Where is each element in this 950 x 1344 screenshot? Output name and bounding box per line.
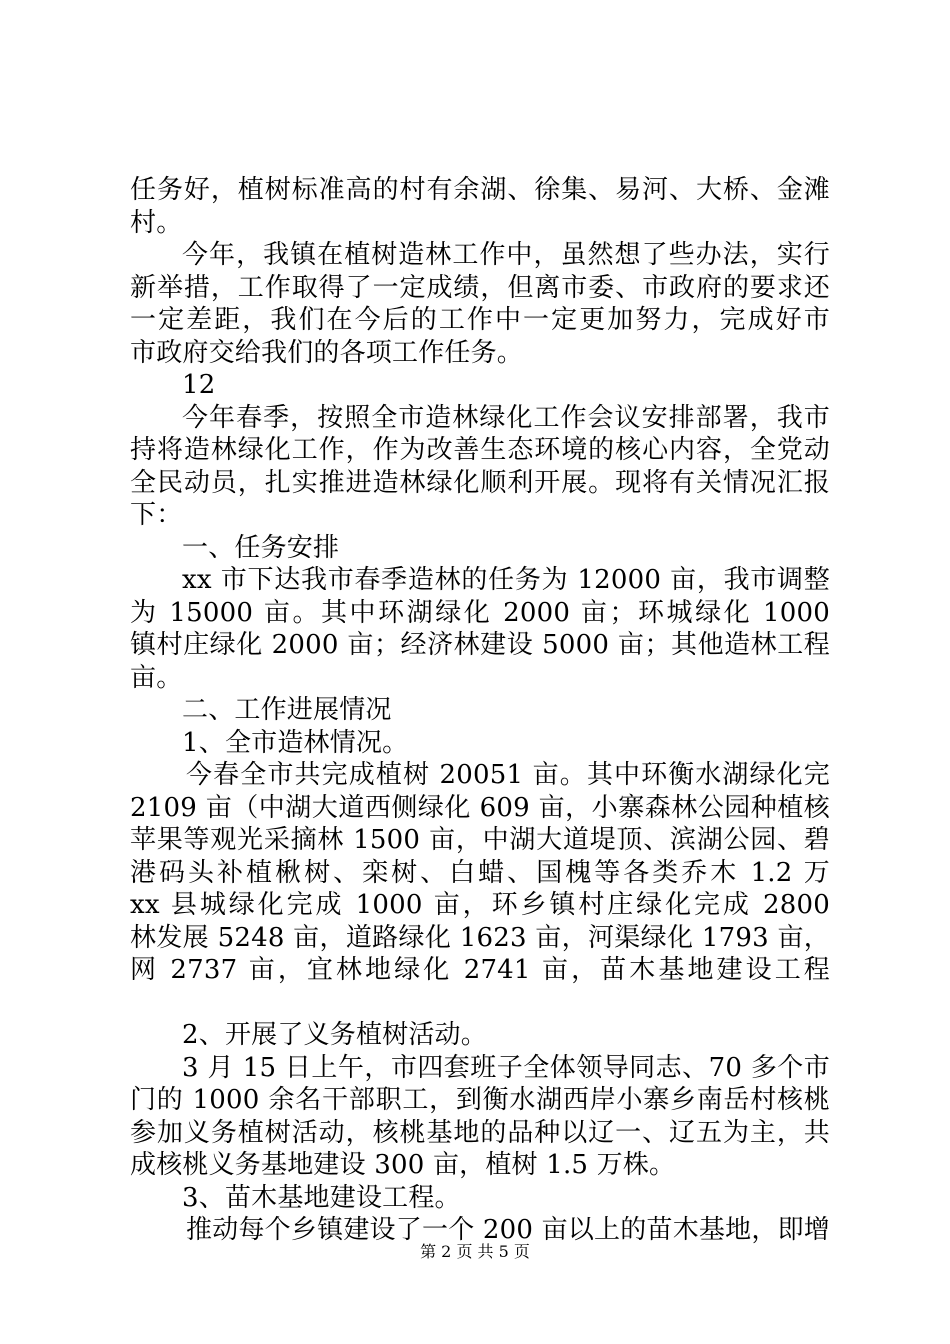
paragraph-line: 参加义务植树活动，核桃基地的品种以辽一、辽五为主，共 [130,1117,830,1148]
paragraph-line: 村。 [130,207,183,238]
paragraph-line: xx 县城绿化完成 1000 亩，环乡镇村庄绿化完成 2800 [130,890,830,920]
paragraph-line: 港码头补植楸树、栾树、白蜡、国槐等各类乔木 1.2 万 [130,857,830,888]
paragraph-line: 网 2737 亩，宜林地绿化 2741 亩，苗木基地建设工程 [130,955,830,985]
paragraph-line: 推动每个乡镇建设了一个 200 亩以上的苗木基地，即增 [186,1215,830,1245]
subsection-heading: 2、开展了义务植树活动。 [182,1020,487,1050]
paragraph-line: xx 市下达我市春季造林的任务为 12000 亩，我市调整 [182,565,830,595]
paragraph-line: 亩。 [130,662,183,693]
paragraph-line: 持将造林绿化工作，作为改善生态环境的核心内容，全党动 [130,435,830,465]
paragraph-line: 林发展 5248 亩，道路绿化 1623 亩，河渠绿化 1793 亩， [130,922,830,953]
subsection-heading: 1、全市造林情况。 [182,727,409,758]
subsection-heading: 3、苗木基地建设工程。 [182,1182,461,1213]
paragraph-number: 12 [182,370,216,400]
paragraph-line: 市政府交给我们的各项工作任务。 [130,337,524,368]
document-body [130,174,830,1247]
paragraph-line: 任务好，植树标准高的村有余湖、徐集、易河、大桥、金滩 [130,175,830,205]
paragraph-line: 镇村庄绿化 2000 亩；经济林建设 5000 亩；其他造林工程 [130,630,830,660]
paragraph-line: 门的 1000 余名干部职工，到衡水湖西岸小寨乡南岳村核桃 [130,1085,830,1115]
paragraph-line: 一定差距，我们在今后的工作中一定更加努力，完成好市 [130,305,830,335]
paragraph-line: 全民动员，扎实推进造林绿化顺利开展。现将有关情况汇报 [130,467,830,498]
section-heading: 二、工作进展情况 [182,695,392,725]
paragraph-line: 今春全市共完成植树 20051 亩。其中环衡水湖绿化完 [186,760,830,790]
paragraph-line: 今年，我镇在植树造林工作中，虽然想了些办法，实行 [182,240,830,270]
paragraph-line: 为 15000 亩。其中环湖绿化 2000 亩；环城绿化 1000 [130,597,830,628]
paragraph-line: 下： [130,500,183,530]
page-footer: 第 2 页 共 5 页 [420,1242,530,1261]
paragraph-line: 苹果等观光采摘林 1500 亩，中湖大道堤顶、滨湖公园、碧 [130,825,830,855]
paragraph-line: 今年春季，按照全市造林绿化工作会议安排部署，我市 [182,402,830,433]
paragraph-line: 新举措，工作取得了一定成绩，但离市委、市政府的要求还 [130,272,830,303]
paragraph-line: 3 月 15 日上午，市四套班子全体领导同志、70 多个市 [182,1052,830,1083]
blank-line [130,987,830,1020]
paragraph-line: 成核桃义务基地建设 300 亩，植树 1.5 万株。 [130,1150,676,1180]
paragraph-line: 2109 亩（中湖大道西侧绿化 609 亩，小寨森林公园种植核 [130,792,830,823]
section-heading: 一、任务安排 [182,532,340,563]
